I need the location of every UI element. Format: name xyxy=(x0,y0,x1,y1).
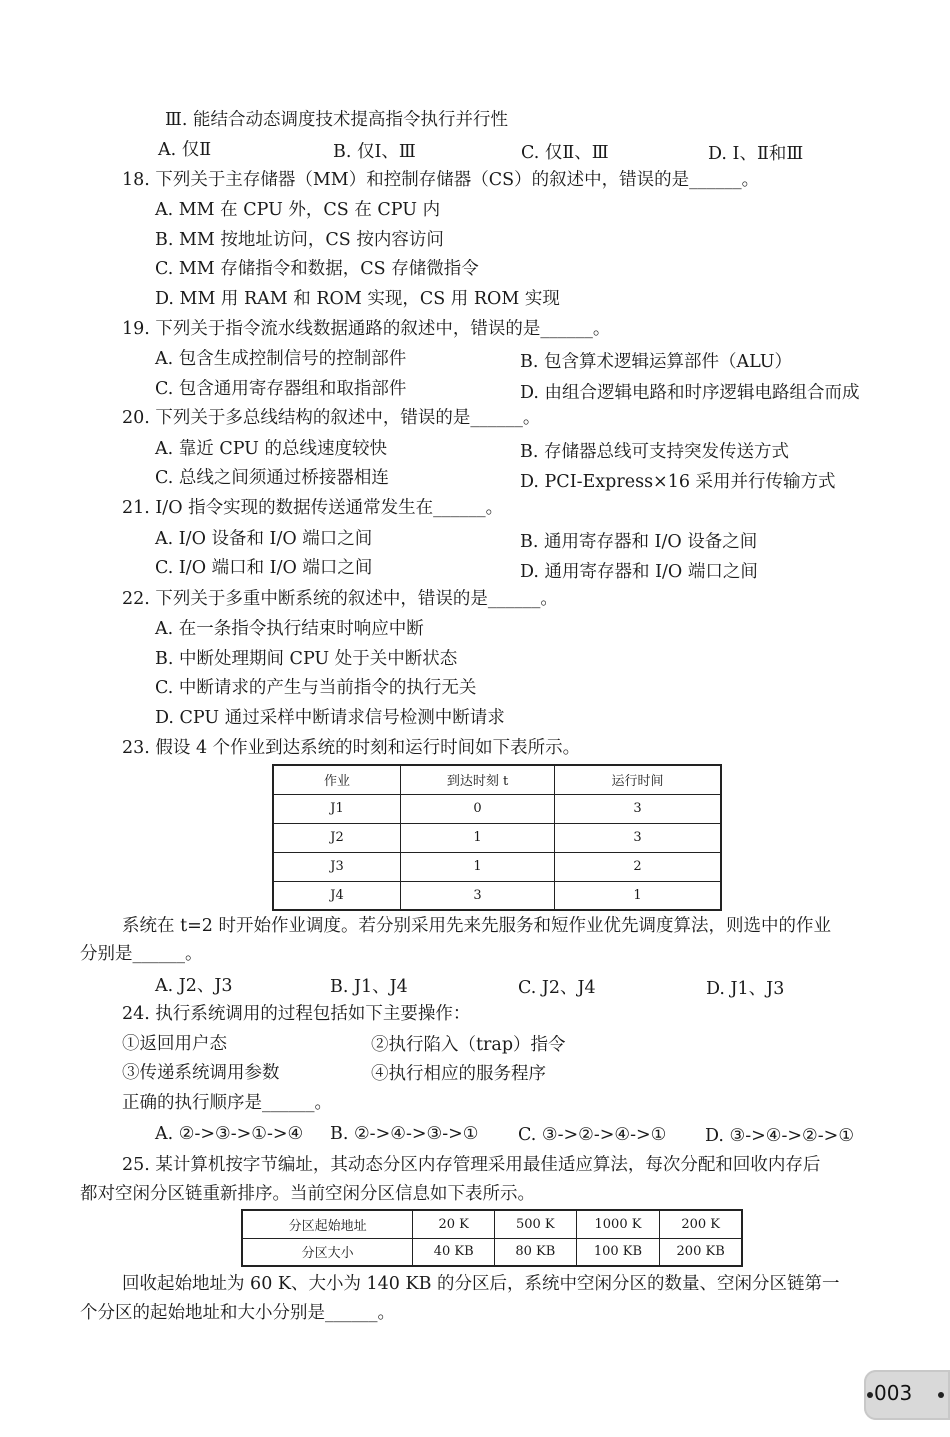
partition-table-cell: 200 KB xyxy=(660,1238,742,1266)
q24-step-4: ④执行相应的服务程序 xyxy=(371,1064,546,1084)
q17-option-c: C. 仅Ⅱ、Ⅲ xyxy=(521,143,609,163)
job-table-cell: J4 xyxy=(273,881,401,910)
q19-option-a: A. 包含生成控制信号的控制部件 xyxy=(155,349,407,369)
job-table-cell: 1 xyxy=(401,852,555,881)
partition-table-cell: 200 K xyxy=(660,1210,742,1238)
q24-option-c: C. ③->②->④->① xyxy=(518,1125,667,1145)
q18-option-c: C. MM 存储指令和数据，CS 存储微指令 xyxy=(155,259,479,279)
q18-option-d: D. MM 用 RAM 和 ROM 实现，CS 用 ROM 实现 xyxy=(155,289,560,309)
q17-option-b: B. 仅Ⅰ、Ⅲ xyxy=(333,142,416,162)
q18-stem: 18. 下列关于主存储器（MM）和控制存储器（CS）的叙述中，错误的是______。 xyxy=(122,170,760,190)
q23-option-d: D. J1、J3 xyxy=(706,979,785,999)
q23-option-a: A. J2、J3 xyxy=(155,976,233,996)
q23-text-line-1: 系统在 t=2 时开始作业调度。若分别采用先来先服务和短作业优先调度算法，则选中的作业 xyxy=(122,916,831,936)
q24-option-d: D. ③->④->②->① xyxy=(705,1126,855,1146)
q20-stem: 20. 下列关于多总线结构的叙述中，错误的是______。 xyxy=(122,408,541,428)
bullet-dot-icon xyxy=(867,1392,873,1398)
q20-option-c: C. 总线之间须通过桥接器相连 xyxy=(155,468,389,488)
partition-table-cell: 80 KB xyxy=(495,1238,577,1266)
page-number: 003 xyxy=(874,1381,913,1405)
job-table-cell: 2 xyxy=(555,852,722,881)
q21-stem: 21. I/O 指令实现的数据传送通常发生在______。 xyxy=(122,498,504,518)
q23-stem: 23. 假设 4 个作业到达系统的时刻和运行时间如下表所示。 xyxy=(122,738,581,758)
q17-option-d: D. Ⅰ、Ⅱ和Ⅲ xyxy=(708,144,804,164)
q23-option-b: B. J1、J4 xyxy=(330,977,408,997)
q20-option-d: D. PCI-Express×16 采用并行传输方式 xyxy=(520,472,836,492)
job-table-cell: 0 xyxy=(401,794,555,823)
q21-option-d: D. 通用寄存器和 I/O 端口之间 xyxy=(520,562,758,582)
job-table-cell: J2 xyxy=(273,823,401,852)
q21-option-b: B. 通用寄存器和 I/O 设备之间 xyxy=(520,532,758,552)
job-table-cell: J1 xyxy=(273,794,401,823)
q19-option-b: B. 包含算术逻辑运算部件（ALU） xyxy=(520,352,793,372)
q24-stem: 24. 执行系统调用的过程包括如下主要操作： xyxy=(122,1004,471,1024)
page-number-badge xyxy=(864,1370,950,1420)
q24-step-3: ③传递系统调用参数 xyxy=(122,1063,280,1083)
q17-option-a: A. 仅Ⅱ xyxy=(158,140,212,160)
q19-option-c: C. 包含通用寄存器组和取指部件 xyxy=(155,379,407,399)
partition-table-label: 分区大小 xyxy=(242,1238,413,1266)
q25-text-line-1: 回收起始地址为 60 K、大小为 140 KB 的分区后，系统中空闲分区的数量、空闲分区链第一 xyxy=(122,1274,840,1294)
partition-table xyxy=(241,1209,743,1267)
job-table-cell: 3 xyxy=(555,794,722,823)
q22-option-b: B. 中断处理期间 CPU 处于关中断状态 xyxy=(155,649,458,669)
q25-stem-line-2: 都对空闲分区链重新排序。当前空闲分区信息如下表所示。 xyxy=(80,1184,535,1204)
q24-text-line: 正确的执行顺序是______。 xyxy=(122,1093,332,1113)
job-table-cell: J3 xyxy=(273,852,401,881)
q25-text-line-2: 个分区的起始地址和大小分别是______。 xyxy=(80,1303,395,1323)
job-table-header: 到达时刻 t xyxy=(401,765,555,794)
q25-stem-line-1: 25. 某计算机按字节编址，其动态分区内存管理采用最佳适应算法，每次分配和回收内存后 xyxy=(122,1155,821,1175)
partition-table-cell: 40 KB xyxy=(413,1238,495,1266)
q19-stem: 19. 下列关于指令流水线数据通路的叙述中，错误的是______。 xyxy=(122,319,611,339)
q20-option-b: B. 存储器总线可支持突发传送方式 xyxy=(520,442,789,462)
q20-option-a: A. 靠近 CPU 的总线速度较快 xyxy=(155,439,387,459)
q19-option-d: D. 由组合逻辑电路和时序逻辑电路组合而成 xyxy=(520,383,860,403)
job-table-cell: 1 xyxy=(401,823,555,852)
q17-item-iii: Ⅲ. 能结合动态调度技术提高指令执行并行性 xyxy=(165,110,509,130)
q24-option-b: B. ②->④->③->① xyxy=(330,1124,479,1144)
job-table xyxy=(272,764,722,911)
q23-text-line-2: 分别是______。 xyxy=(80,944,203,964)
q18-option-a: A. MM 在 CPU 外，CS 在 CPU 内 xyxy=(155,200,441,220)
q24-option-a: A. ②->③->①->④ xyxy=(155,1124,304,1144)
job-table-cell: 1 xyxy=(555,881,722,910)
q23-option-c: C. J2、J4 xyxy=(518,978,596,998)
partition-table-cell: 1000 K xyxy=(576,1210,660,1238)
bullet-dot-icon xyxy=(938,1392,944,1398)
q24-step-2: ②执行陷入（trap）指令 xyxy=(371,1035,566,1055)
q22-stem: 22. 下列关于多重中断系统的叙述中，错误的是______。 xyxy=(122,589,558,609)
q22-option-c: C. 中断请求的产生与当前指令的执行无关 xyxy=(155,678,477,698)
job-table-header: 运行时间 xyxy=(555,765,722,794)
job-table-cell: 3 xyxy=(401,881,555,910)
partition-table-label: 分区起始地址 xyxy=(242,1210,413,1238)
partition-table-cell: 100 KB xyxy=(576,1238,660,1266)
partition-table-cell: 20 K xyxy=(413,1210,495,1238)
q22-option-d: D. CPU 通过采样中断请求信号检测中断请求 xyxy=(155,708,505,728)
q18-option-b: B. MM 按地址访问，CS 按内容访问 xyxy=(155,230,444,250)
q22-option-a: A. 在一条指令执行结束时响应中断 xyxy=(155,619,424,639)
job-table-cell: 3 xyxy=(555,823,722,852)
partition-table-cell: 500 K xyxy=(495,1210,577,1238)
job-table-header: 作业 xyxy=(273,765,401,794)
q21-option-c: C. I/O 端口和 I/O 端口之间 xyxy=(155,558,373,578)
q21-option-a: A. I/O 设备和 I/O 端口之间 xyxy=(155,529,373,549)
q24-step-1: ①返回用户态 xyxy=(122,1034,227,1054)
